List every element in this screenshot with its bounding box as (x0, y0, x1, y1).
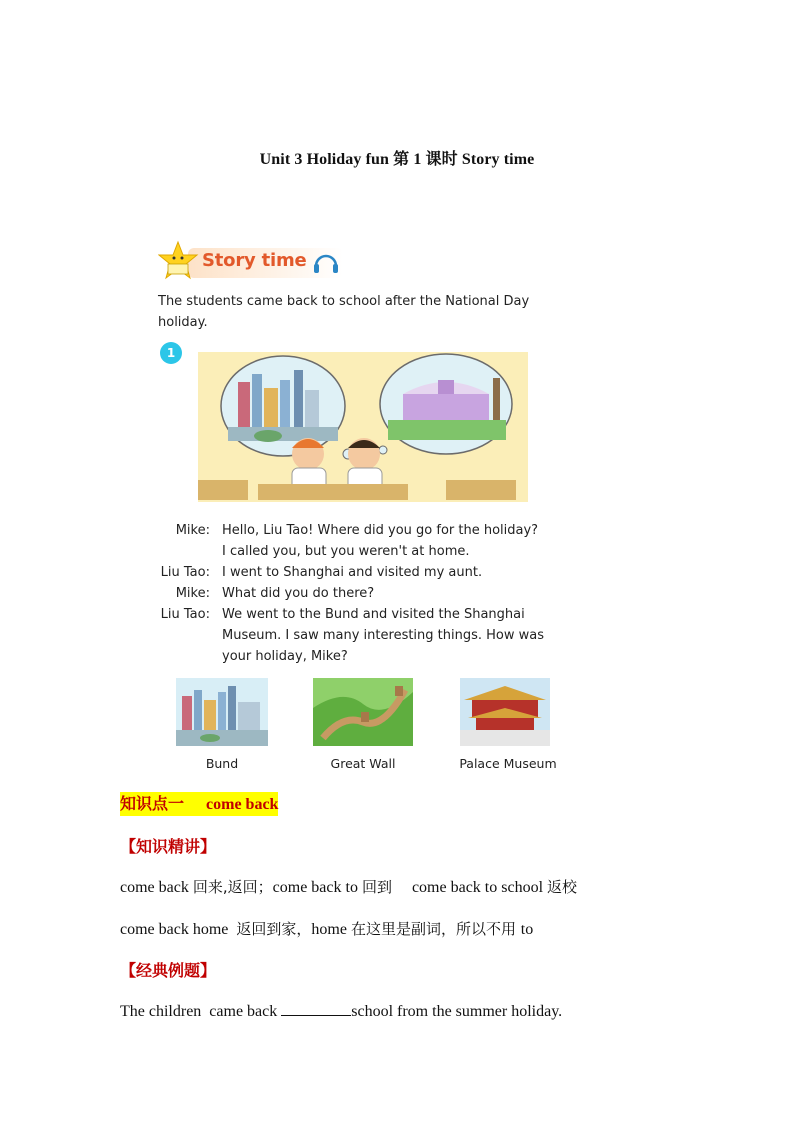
dialogue-line (158, 520, 578, 562)
example-question: The children came back school from the summer holiday. (120, 1003, 563, 1020)
dialogue-text: your holiday, Mike? (222, 649, 348, 664)
speaker: Liu Tao: (160, 607, 210, 622)
palace-museum-picture (460, 678, 550, 746)
explain-line-2: come back home 返回到家，home 在这里是副词，所以不用 to (120, 920, 534, 938)
dialogue-text: I called you, but you weren't at home. (222, 544, 470, 559)
thumbnail-label: Bund (205, 756, 239, 771)
knowledge-point-heading (120, 792, 278, 816)
speaker: Mike: (175, 586, 210, 601)
scene-number-badge: 1 (160, 342, 182, 364)
explain-label: 【知识精讲】 (120, 837, 217, 856)
story-dialogue (158, 520, 578, 667)
classroom-scene-illustration (198, 344, 528, 504)
landmark-thumbnails (158, 678, 588, 770)
page-title: Unit 3 Holiday fun 第 1 课时 Story time (259, 151, 535, 168)
speaker: Mike: (175, 523, 210, 538)
knowledge-point-number: 知识点一 (120, 794, 185, 813)
great-wall-picture (313, 678, 413, 746)
explain-line-1: come back 回来,返回；come back to 回到 come back to school 返校 (120, 878, 578, 896)
dialogue-line (158, 604, 578, 667)
dialogue-text: Hello, Liu Tao! Where did you go for the holiday? (222, 523, 539, 538)
example-label: 【经典例题】 (120, 961, 217, 980)
answer-blank[interactable] (281, 1001, 351, 1016)
story-intro: The students came back to school after the National Day holiday. (158, 294, 530, 330)
speaker: Liu Tao: (160, 565, 210, 580)
dialogue-text: What did you do there? (222, 586, 375, 601)
dialogue-text: I went to Shanghai and visited my aunt. (222, 565, 483, 580)
dialogue-line (158, 562, 578, 583)
dialogue-line (158, 583, 578, 604)
knowledge-point-phrase: come back (206, 796, 279, 813)
story-time-image (120, 228, 598, 776)
dialogue-text: Museum. I saw many interesting things. How was (222, 628, 545, 643)
thumbnail-label: Great Wall (330, 756, 396, 771)
thumbnail-label: Palace Museum (459, 756, 557, 771)
story-banner-title: Story time (202, 250, 307, 271)
dialogue-text: We went to the Bund and visited the Shanghai (222, 607, 525, 622)
bund-picture (176, 678, 268, 746)
